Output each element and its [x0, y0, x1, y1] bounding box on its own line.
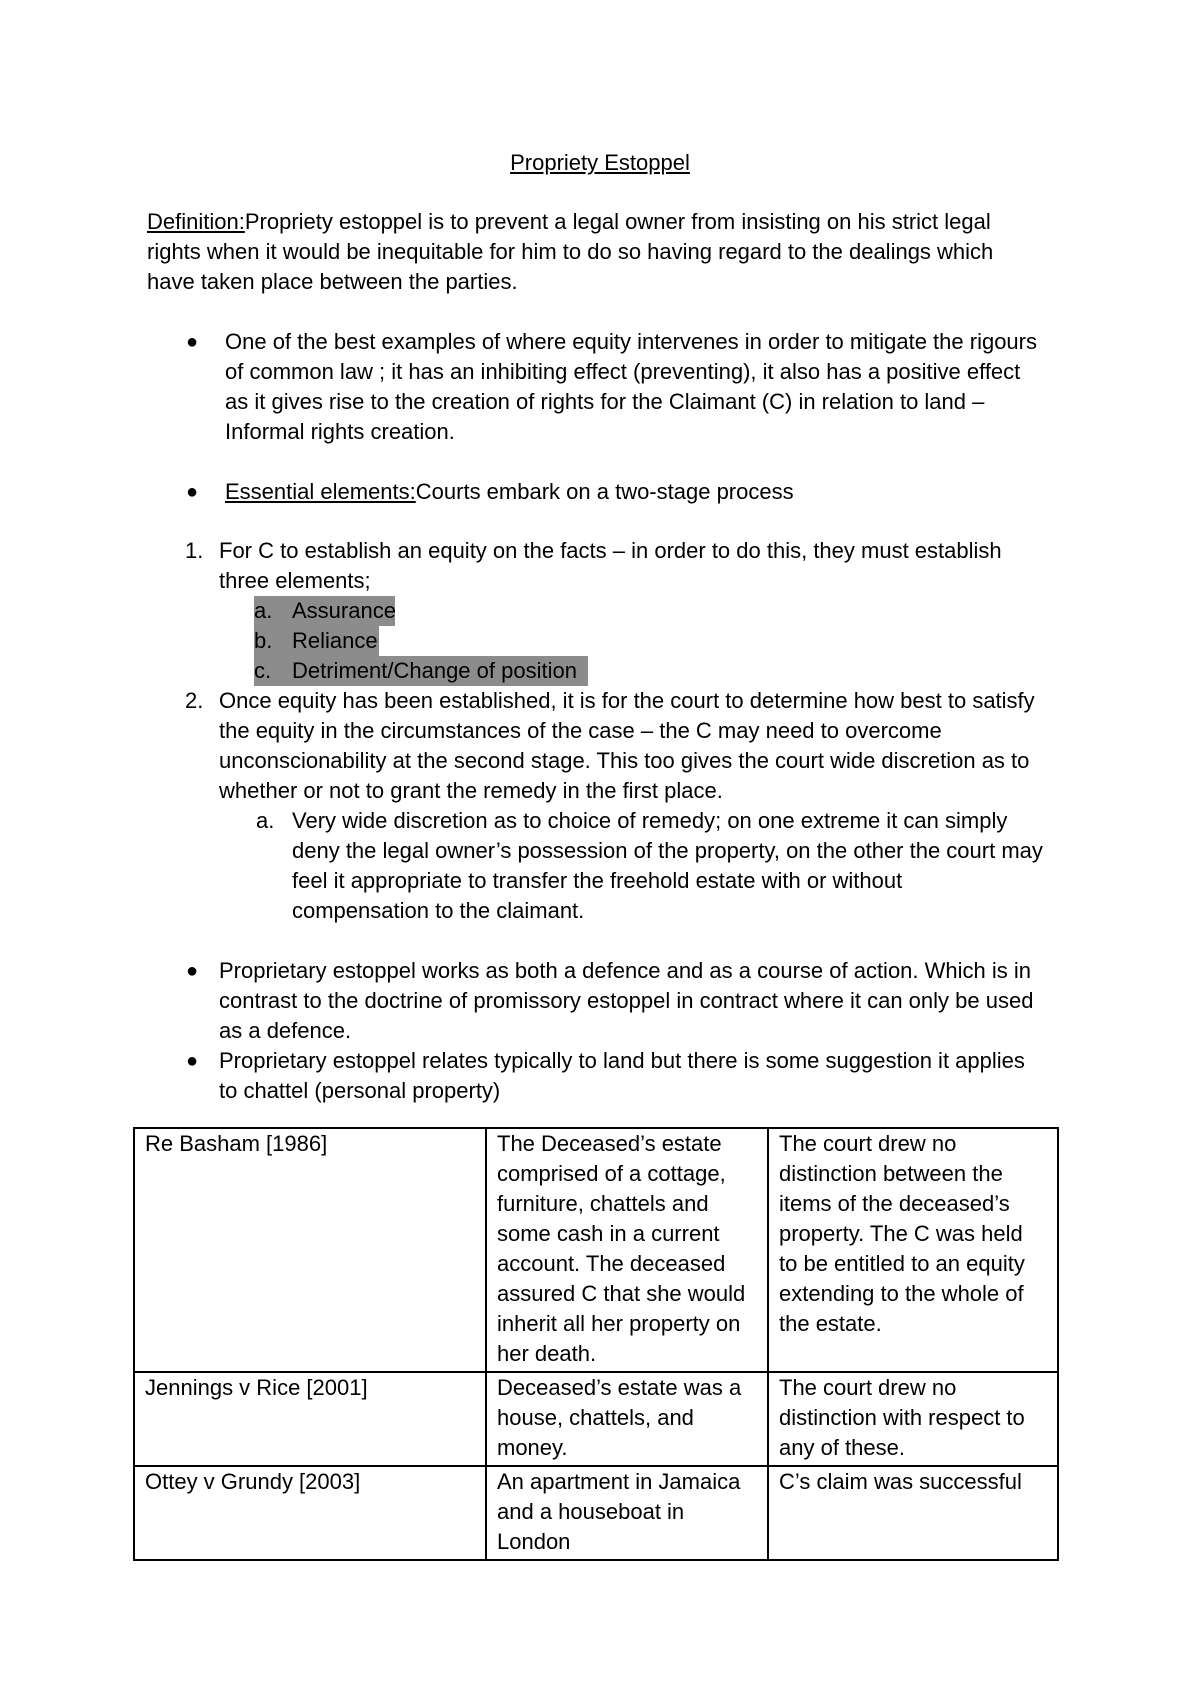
definition-text-1: Propriety estoppel is to prevent a legal owner from insisting on his strict legal	[244, 209, 991, 234]
item2-sub-line-3: feel it appropriate to transfer the freehold estate with or without	[292, 868, 903, 893]
bullet1-line-2: of common law ; it has an inhibiting effect (preventing), it also has a positive effect	[225, 359, 1021, 384]
facts-line: money.	[497, 1435, 568, 1460]
bullet-icon: ●	[186, 1050, 199, 1072]
facts-line: London	[497, 1529, 571, 1554]
list-marker-2: 2.	[185, 688, 204, 713]
subitem-marker: c.	[254, 658, 272, 683]
outcome-line: distinction with respect to	[779, 1405, 1025, 1430]
bullet1-line-1: One of the best examples of where equity intervenes in order to mitigate the rigours	[225, 329, 1037, 354]
outcome-line: to be entitled to an equity	[779, 1251, 1025, 1276]
subitem-assurance	[254, 596, 395, 626]
item2-line-1: Once equity has been established, it is for the court to determine how best to satisfy	[219, 688, 1035, 713]
definition-line-2: rights when it would be inequitable for him to do so having regard to the dealings which	[147, 239, 994, 264]
item2-line-4: whether or not to grant the remedy in the first place.	[219, 778, 723, 803]
table-row	[134, 1128, 1058, 1372]
essential-elements-label: Essential elements:	[225, 479, 416, 504]
facts-line: furniture, chattels and	[497, 1191, 709, 1216]
subitem-text: Detriment/Change of position	[292, 658, 577, 683]
item1-line-1: For C to establish an equity on the facts – in order to do this, they must establish	[219, 538, 1002, 563]
outcome-line: The court drew no	[779, 1131, 957, 1156]
bullet3-line-2: contrast to the doctrine of promissory estoppel in contract where it can only be used	[219, 988, 1034, 1013]
bullet4-line-1: Proprietary estoppel relates typically to land but there is some suggestion it applies	[219, 1048, 1025, 1073]
facts-line: Deceased’s estate was a	[497, 1375, 742, 1400]
outcome-line: The court drew no	[779, 1375, 957, 1400]
outcome-line: property. The C was held	[779, 1221, 1023, 1246]
bullet1-line-3: as it gives rise to the creation of rights for the Claimant (C) in relation to land –	[225, 389, 985, 414]
case-facts-cell	[486, 1466, 768, 1560]
bullet-icon: ●	[186, 960, 199, 982]
outcome-line: C’s claim was successful	[779, 1469, 1022, 1494]
facts-line: her death.	[497, 1341, 597, 1366]
facts-line: house, chattels, and	[497, 1405, 694, 1430]
case-name: Jennings v Rice [2001]	[145, 1375, 368, 1400]
item2-sub-marker: a.	[256, 808, 275, 833]
case-name-cell	[134, 1128, 486, 1372]
definition-line-1	[147, 207, 991, 237]
case-outcome-cell	[768, 1466, 1058, 1560]
subitem-text: Reliance	[292, 628, 378, 653]
item2-sub-line-4: compensation to the claimant.	[292, 898, 585, 923]
bullet3-line-1: Proprietary estoppel works as both a defence and as a course of action. Which is in	[219, 958, 1031, 983]
definition-line-3: have taken place between the parties.	[147, 269, 518, 294]
item2-sub-line-1: Very wide discretion as to choice of remedy; on one extreme it can simply	[292, 808, 1008, 833]
table-row	[134, 1372, 1058, 1466]
subitem-marker: a.	[254, 598, 273, 623]
facts-line: An apartment in Jamaica	[497, 1469, 741, 1494]
item2-line-2: the equity in the circumstances of the case – the C may need to overcome	[219, 718, 942, 743]
table-row	[134, 1466, 1058, 1560]
item2-line-3: unconscionability at the second stage. This too gives the court wide discretion as to	[219, 748, 1030, 773]
bullet2-line	[225, 477, 794, 507]
list-marker-1: 1.	[185, 538, 204, 563]
subitem-reliance	[254, 626, 379, 656]
item1-line-2: three elements;	[219, 568, 371, 593]
case-facts-cell	[486, 1128, 768, 1372]
facts-line: assured C that she would	[497, 1281, 746, 1306]
definition-label: Definition:	[147, 209, 245, 234]
outcome-line: items of the deceased’s	[779, 1191, 1010, 1216]
bullet3-line-3: as a defence.	[219, 1018, 352, 1043]
outcome-line: extending to the whole of	[779, 1281, 1024, 1306]
subitem-text: Assurance	[292, 598, 396, 623]
facts-line: some cash in a current	[497, 1221, 720, 1246]
bullet1-line-4: Informal rights creation.	[225, 419, 455, 444]
outcome-line: any of these.	[779, 1435, 905, 1460]
case-name-cell	[134, 1466, 486, 1560]
outcome-line: the estate.	[779, 1311, 882, 1336]
case-facts-cell	[486, 1372, 768, 1466]
facts-line: The Deceased’s estate	[497, 1131, 722, 1156]
subitem-detriment	[254, 656, 588, 686]
outcome-line: distinction between the	[779, 1161, 1003, 1186]
case-name-cell	[134, 1372, 486, 1466]
case-name: Ottey v Grundy [2003]	[145, 1469, 361, 1494]
bullet-icon: ●	[186, 331, 199, 353]
bullet4-line-2: to chattel (personal property)	[219, 1078, 501, 1103]
facts-line: inherit all her property on	[497, 1311, 741, 1336]
subitem-marker: b.	[254, 628, 273, 653]
item2-sub-line-2: deny the legal owner’s possession of the property, on the other the court may	[292, 838, 1043, 863]
bullet-icon: ●	[186, 481, 199, 503]
case-table	[133, 1127, 1059, 1561]
essential-elements-text: Courts embark on a two-stage process	[415, 479, 794, 504]
case-outcome-cell	[768, 1128, 1058, 1372]
facts-line: and a houseboat in	[497, 1499, 685, 1524]
page-title: Propriety Estoppel	[510, 150, 690, 175]
facts-line: comprised of a cottage,	[497, 1161, 726, 1186]
case-outcome-cell	[768, 1372, 1058, 1466]
facts-line: account. The deceased	[497, 1251, 726, 1276]
case-name: Re Basham [1986]	[145, 1131, 328, 1156]
